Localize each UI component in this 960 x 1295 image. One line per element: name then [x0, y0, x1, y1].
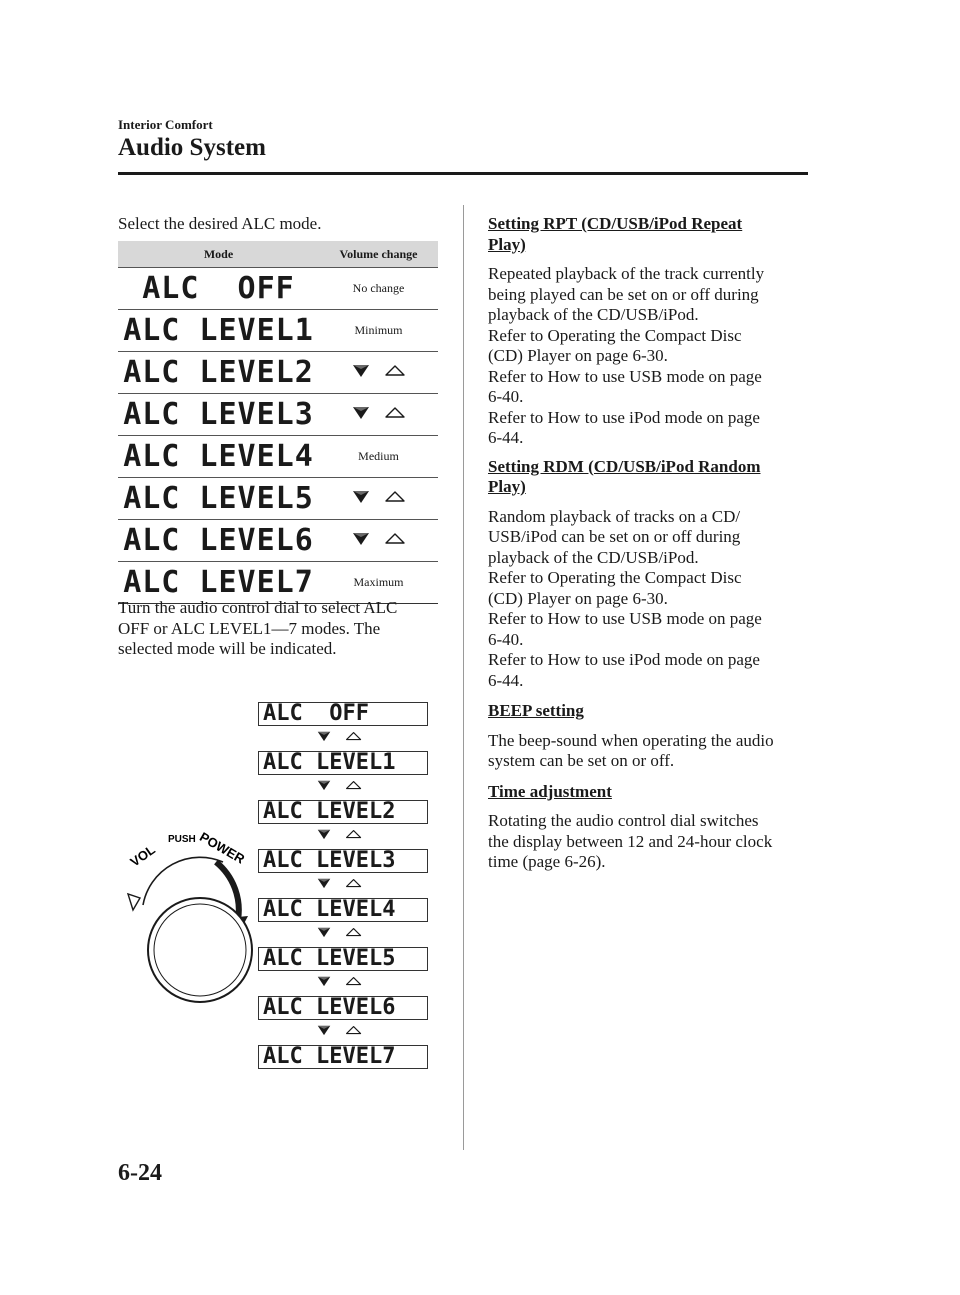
arrow-down-filled-icon — [352, 364, 370, 378]
volume-change-label: No change — [352, 281, 405, 295]
diagram-step-arrows — [317, 927, 362, 938]
arrow-up-outline-icon — [345, 829, 362, 840]
knob-label-push: PUSH — [168, 834, 196, 845]
lcd-mode-display: ALC LEVEL5 — [123, 480, 314, 516]
section-rpt — [488, 214, 808, 449]
section-time — [488, 782, 808, 873]
volume-change-label: Maximum — [353, 575, 404, 589]
mode-cell — [118, 352, 319, 394]
right-column — [488, 214, 808, 873]
table-row — [118, 352, 438, 394]
arrow-down-filled-icon — [317, 829, 331, 840]
table-row — [118, 478, 438, 520]
column-header-mode: Mode — [118, 241, 319, 268]
level-step-arrows — [317, 1025, 362, 1036]
knob-label-vol: VOL — [127, 841, 158, 870]
arrow-down-filled-icon — [317, 1025, 331, 1036]
table-row — [118, 436, 438, 478]
volume-change-label: Minimum — [354, 323, 403, 337]
diagram-lcd-display: ALC LEVEL7 — [258, 1045, 428, 1069]
level-step-arrows — [317, 976, 362, 987]
volume-change-label: Medium — [358, 449, 399, 463]
section-body: Repeated playback of the track currently being played can be set on or off during playback of the CD/USB/iPod. Refer to Operating the Compact Disc (CD) Player on page 6-30. Refer to How to use USB mode on page 6-40. Refer to How to use iPod mode on page 6-44. — [488, 264, 765, 447]
section-body: Random playback of tracks on a CD/ USB/iPod can be set on or off during playback of the CD/USB/iPod. Refer to Operating the Compact Disc (CD) Player on page 6-30. Refer to How to use USB mode on page 6-40. Refer to How to use iPod mode on page 6-44. — [488, 506, 762, 690]
arrow-down-filled-icon — [317, 927, 331, 938]
page-number: 6-24 — [118, 1160, 162, 1186]
arrow-up-outline-icon — [345, 780, 362, 791]
table-row — [118, 268, 438, 310]
mode-cell — [118, 520, 319, 562]
volume-change-cell — [319, 310, 438, 352]
level-step-arrows — [317, 878, 362, 889]
volume-change-cell — [319, 268, 438, 310]
level-step-arrows — [317, 927, 362, 938]
diagram-step-arrows — [317, 829, 362, 840]
volume-change-cell — [319, 436, 438, 478]
volume-change-cell — [319, 394, 438, 436]
column-header-volume-change: Volume change — [319, 241, 438, 268]
section-heading: BEEP setting — [488, 701, 584, 720]
arrow-down-filled-icon — [317, 731, 331, 742]
section-rdm — [488, 457, 808, 692]
level-step-arrows — [317, 731, 362, 742]
volume-change-cell — [319, 352, 438, 394]
page-title: Audio System — [118, 134, 266, 161]
knob-label-power: POWER — [197, 829, 248, 867]
section-heading: Setting RPT (CD/USB/iPod Repeat Play) — [488, 214, 743, 254]
arrow-up-outline-icon — [345, 731, 362, 742]
volume-change-cell — [319, 478, 438, 520]
mode-cell — [118, 394, 319, 436]
section-label: Interior Comfort — [118, 117, 213, 132]
audio-control-dial-icon — [118, 810, 258, 1010]
arrow-up-outline-icon — [345, 976, 362, 987]
arrow-up-outline-icon — [384, 490, 406, 504]
arrow-down-filled-icon — [317, 976, 331, 987]
column-divider — [463, 205, 464, 1150]
lcd-mode-display: ALC LEVEL4 — [123, 438, 314, 474]
arrow-up-outline-icon — [345, 878, 362, 889]
lcd-mode-display: ALC LEVEL1 — [123, 312, 314, 348]
arrow-up-outline-icon — [345, 1025, 362, 1036]
diagram-lcd-display: ALC LEVEL3 — [258, 849, 428, 873]
arrow-down-filled-icon — [352, 406, 370, 420]
intro-text: Select the desired ALC mode. — [118, 214, 322, 233]
table-row — [118, 394, 438, 436]
lcd-mode-display: ALC LEVEL2 — [123, 354, 314, 390]
arrow-up-outline-icon — [384, 364, 406, 378]
lcd-mode-display: ALC LEVEL7 — [123, 564, 314, 600]
diagram-step-arrows — [317, 1025, 362, 1036]
arrow-up-outline-icon — [384, 532, 406, 546]
alc-mode-table — [118, 241, 438, 604]
lcd-mode-display: ALC LEVEL6 — [123, 522, 314, 558]
section-heading: Setting RDM (CD/USB/iPod Random Play) — [488, 456, 761, 496]
level-step-arrows — [317, 829, 362, 840]
arrow-down-filled-icon — [317, 780, 331, 791]
section-heading: Time adjustment — [488, 781, 612, 801]
table-row — [118, 310, 438, 352]
diagram-step-arrows — [317, 878, 362, 889]
diagram-lcd-display: ALC LEVEL2 — [258, 800, 428, 824]
table-row — [118, 520, 438, 562]
mode-cell — [118, 268, 319, 310]
level-step-arrows — [352, 406, 406, 420]
mode-cell — [118, 436, 319, 478]
volume-change-cell — [319, 520, 438, 562]
level-step-arrows — [352, 490, 406, 504]
diagram-lcd-display: ALC LEVEL6 — [258, 996, 428, 1020]
arrow-down-filled-icon — [317, 878, 331, 889]
diagram-lcd-display: ALC LEVEL4 — [258, 898, 428, 922]
level-step-arrows — [317, 780, 362, 791]
mode-cell — [118, 478, 319, 520]
mode-cell — [118, 310, 319, 352]
turn-dial-text: Turn the audio control dial to select ALC OFF or ALC LEVEL1―7 modes. The selected mode will be indicated. — [118, 598, 398, 658]
arrow-down-filled-icon — [352, 532, 370, 546]
diagram-lcd-display: ALC OFF — [258, 702, 428, 726]
header-rule — [118, 172, 808, 175]
arrow-up-outline-icon — [384, 406, 406, 420]
lcd-mode-display: ALC LEVEL3 — [123, 396, 314, 432]
arrow-up-outline-icon — [345, 927, 362, 938]
diagram-step-arrows — [317, 780, 362, 791]
section-body: The beep-sound when operating the audio system can be set on or off. — [488, 730, 774, 770]
level-step-arrows — [352, 532, 406, 546]
diagram-step-arrows — [317, 976, 362, 987]
section-beep — [488, 701, 808, 772]
arrow-down-filled-icon — [352, 490, 370, 504]
diagram-lcd-display: ALC LEVEL5 — [258, 947, 428, 971]
diagram-step-arrows — [317, 731, 362, 742]
diagram-lcd-display: ALC LEVEL1 — [258, 751, 428, 775]
section-body: Rotating the audio control dial switches the display between 12 and 24-hour clock time (page 6-26). — [488, 811, 773, 871]
alc-diagram — [118, 695, 448, 1080]
level-step-arrows — [352, 364, 406, 378]
lcd-mode-display: ALC OFF — [142, 270, 295, 306]
